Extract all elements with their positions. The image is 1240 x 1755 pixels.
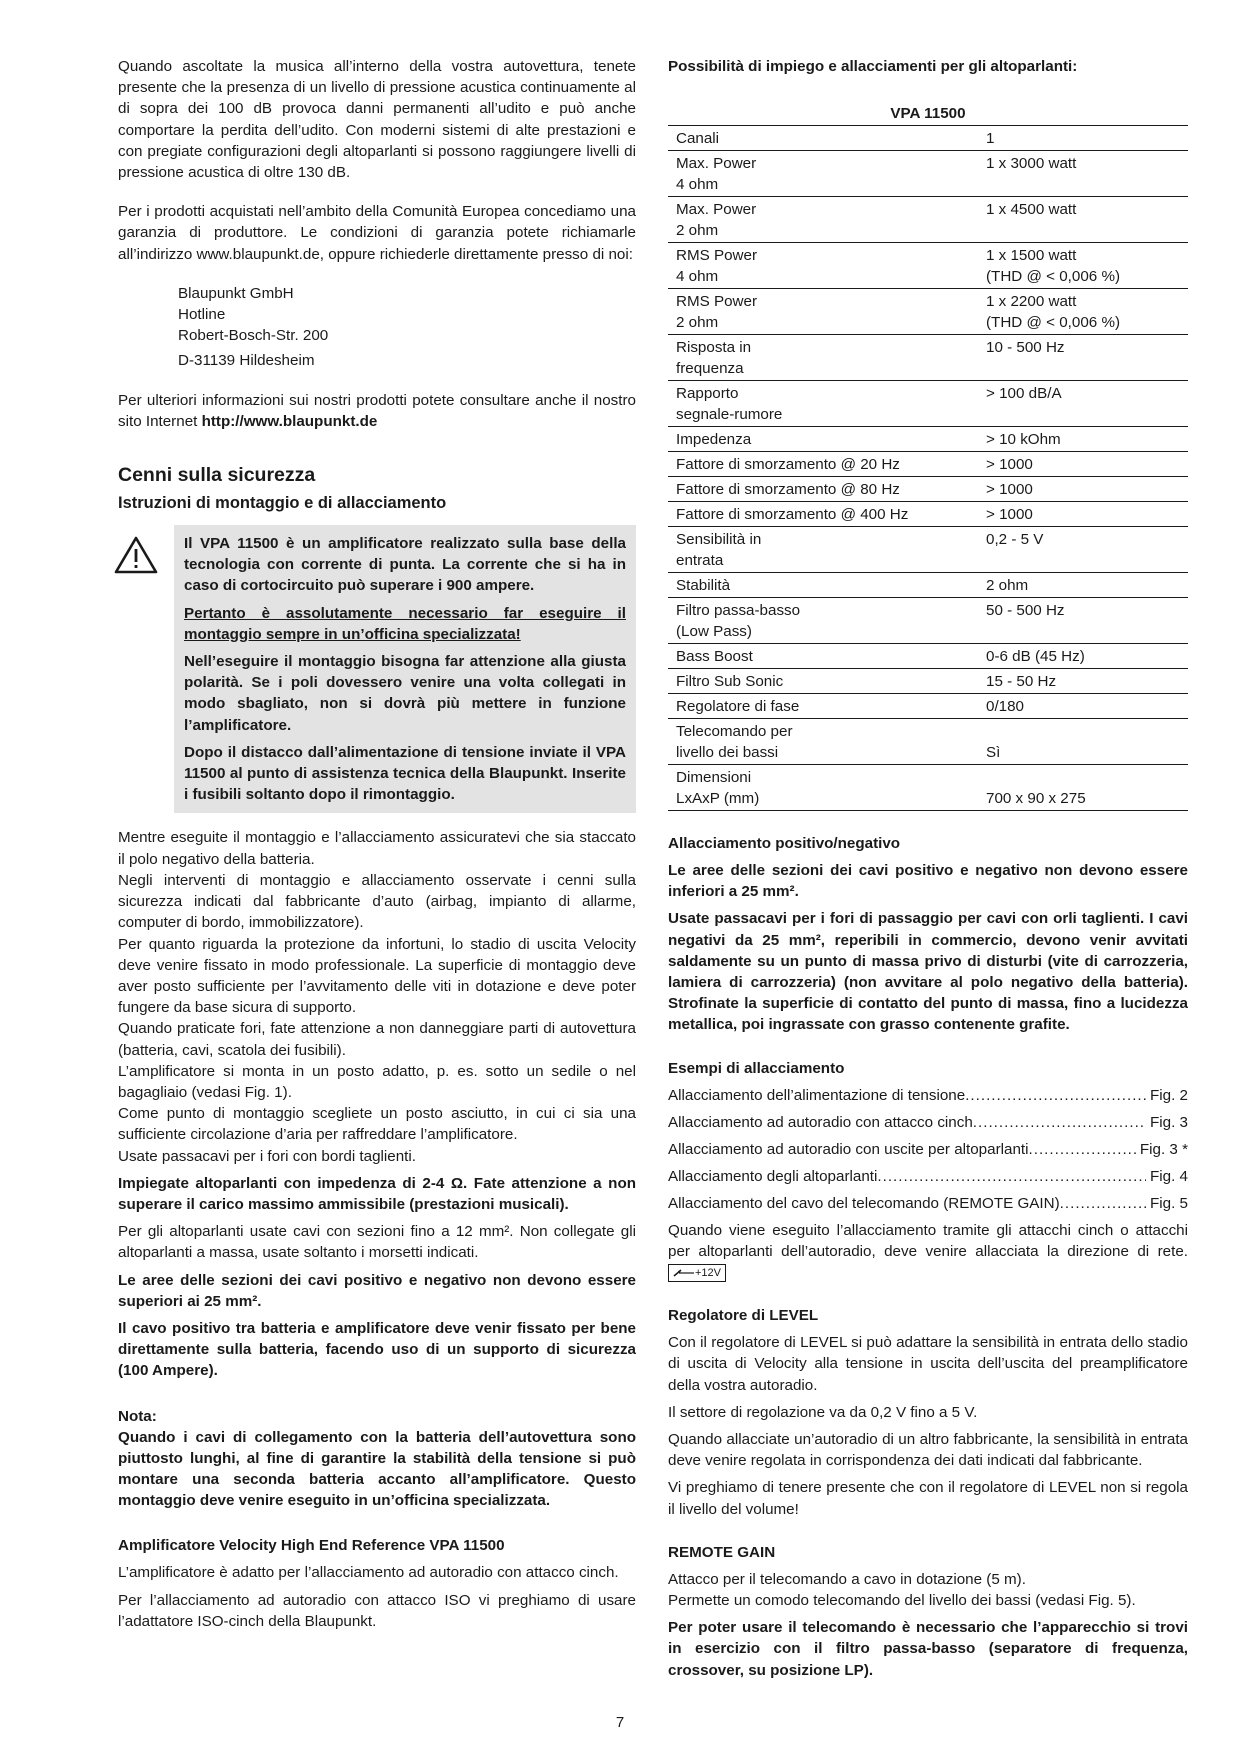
- right-column: [668, 56, 1188, 1681]
- paragraph: Quando allacciate un’autoradio di un altro fabbricante, la sensibilità in entrata deve venire regolata in corrispondenza dei dati indicati dal fabbricante.: [668, 1431, 1188, 1470]
- warning-text: Il VPA 11500 è un amplificatore realizzato sulla base della tecnologia con corrente di punta. La corrente che si ha in caso di cortocircuito può superare i 900 ampere.: [184, 535, 626, 595]
- spec-row: [668, 765, 1188, 811]
- paragraph: Permette un comodo telecomando del livello dei bassi (vedasi Fig. 5).: [668, 1592, 1136, 1610]
- warning-text-underlined: Pertanto è assolutamente necessario far eseguire il montaggio sempre in un’officina specializzata!: [184, 604, 626, 643]
- website-link[interactable]: http://www.blaupunkt.de: [201, 412, 378, 430]
- heading-level: Regolatore di LEVEL: [668, 1307, 819, 1325]
- warning-box: [174, 525, 636, 813]
- spec-row: [668, 243, 1188, 289]
- spec-row: [668, 452, 1188, 477]
- heading-remote-gain: REMOTE GAIN: [668, 1543, 776, 1561]
- leader-dots: [877, 1166, 1146, 1187]
- spec-row: [668, 427, 1188, 452]
- paragraph-cable-section: Le aree delle sezioni dei cavi positivo e negativo non devono essere superiori ai 25 mm².: [118, 1271, 636, 1310]
- remote-symbol-label: +12V: [695, 1267, 721, 1280]
- spec-key: Regolatore di fase: [668, 694, 978, 719]
- address-block: [118, 283, 636, 372]
- paragraph: Per l’allacciamento ad autoradio con attacco ISO vi preghiamo di usare l’adattatore ISO-cinch della Blaupunkt.: [118, 1591, 636, 1630]
- spec-key: Rapporto segnale-rumore: [668, 381, 978, 427]
- paragraph-warranty: Per i prodotti acquistati nell’ambito della Comunità Europea concediamo una garanzia di produttore. Le condizioni di garanzia potete richiamarle all’indirizzo www.blaupunkt.de, oppure richiederle direttamente presso di noi:: [118, 203, 636, 263]
- spec-row: [668, 527, 1188, 573]
- paragraph-impedance: Impiegate altoparlanti con impedenza di 2-4 Ω. Fate attenzione a non superare il carico massimo ammissibile (prestazioni musicali).: [118, 1174, 636, 1213]
- spec-key: Risposta in frequenza: [668, 335, 978, 381]
- figure-ref-label: Allacciamento dell’alimentazione di tensione: [668, 1086, 966, 1104]
- paragraph-website: [118, 390, 636, 432]
- paragraph-remote-requirement: Per poter usare il telecomando è necessario che l’apparecchio si trovi in esercizio con il filtro passa-basso (separatore di frequenza, crossover, su posizione LP).: [668, 1619, 1188, 1679]
- figure-ref-number: Fig. 2: [1150, 1086, 1188, 1104]
- spec-row: [668, 151, 1188, 197]
- spec-value: > 1000: [978, 502, 1188, 527]
- address-line: Robert-Bosch-Str. 200: [178, 327, 329, 345]
- leader-dots: [965, 1085, 1146, 1106]
- spec-row: [668, 644, 1188, 669]
- spec-key: Max. Power 4 ohm: [668, 151, 978, 197]
- figure-ref-label: Allacciamento ad autoradio con attacco cinch: [668, 1113, 973, 1131]
- spec-key: RMS Power 2 ohm: [668, 289, 978, 335]
- warning-text: Dopo il distacco dall’alimentazione di tensione inviate il VPA 11500 al punto di assistenza tecnica della Blaupunkt. Inserite i fusibili soltanto dopo il rimontaggio.: [184, 743, 626, 804]
- heading-usage: Possibilità di impiego e allacciamenti per gli altoparlanti:: [668, 58, 1078, 75]
- heading-safety: Cenni sulla sicurezza: [118, 464, 316, 487]
- paragraph-positive-cable: Il cavo positivo tra batteria e amplificatore deve venir fissato per bene direttamente sulla batteria, facendo uso di un supporto di sicurezza (100 Ampere).: [118, 1319, 636, 1380]
- spec-value: 10 - 500 Hz: [978, 335, 1188, 381]
- spec-key: Telecomando per livello dei bassi: [668, 719, 978, 765]
- paragraph-pn-ground: Usate passacavi per i fori di passaggio per cavi con orli taglienti. I cavi negativi da 25 mm², reperibili in commercio, devono venir avvitati saldamente su un punto di massa privo di disturbi (vite di carrozzeria, lamiera di carrozzeria) (non avvitare al polo negativo della batteria). Strofinate la superficie di contatto del punto di massa, fino a lucidezza metallica, poi ingrassate con grasso contenente grafite.: [668, 910, 1188, 1034]
- page-number: 7: [615, 1714, 625, 1731]
- paragraph: Quando praticate fori, fate attenzione a non danneggiare parti di autovettura (batteria, cavi, scatola dei fusibili).: [118, 1020, 636, 1059]
- spec-value: 2 ohm: [978, 573, 1188, 598]
- spec-row: [668, 573, 1188, 598]
- address-line: D-31139 Hildesheim: [178, 352, 315, 370]
- warning-block: [118, 525, 636, 813]
- spec-table-title-row: [668, 95, 1188, 126]
- leader-dots: [1029, 1139, 1136, 1160]
- spec-key: RMS Power 4 ohm: [668, 243, 978, 289]
- warning-icon: [114, 535, 158, 575]
- spec-key: Sensibilità in entrata: [668, 527, 978, 573]
- paragraph: Il settore di regolazione va da 0,2 V fino a 5 V.: [668, 1403, 978, 1421]
- heading-positive-negative: Allacciamento positivo/negativo: [668, 835, 901, 852]
- paragraph: Attacco per il telecomando a cavo in dotazione (5 m).: [668, 1570, 1026, 1588]
- spec-value: 15 - 50 Hz: [978, 669, 1188, 694]
- spec-key: Stabilità: [668, 573, 978, 598]
- spec-table: [668, 95, 1188, 811]
- heading-note: Nota:: [118, 1407, 157, 1425]
- address-line: Hotline: [178, 306, 226, 324]
- heading-amplifier: Amplificatore Velocity High End Reference VPA 11500: [118, 1537, 505, 1555]
- spec-key: Filtro Sub Sonic: [668, 669, 978, 694]
- spec-key: Fattore di smorzamento @ 80 Hz: [668, 477, 978, 502]
- spec-row: [668, 719, 1188, 765]
- website-text: Per ulteriori informazioni sui nostri prodotti potete consultare anche il nostro sito Internet: [118, 391, 636, 430]
- paragraph: Vi preghiamo di tenere presente che con il regolatore di LEVEL non si regola il livello del volume!: [668, 1479, 1188, 1518]
- paragraph: L’amplificatore si monta in un posto adatto, p. es. sotto un sedile o nel bagagliaio (vedasi Fig. 1).: [118, 1062, 636, 1101]
- paragraph: Come punto di montaggio scegliete un posto asciutto, in cui ci sia una sufficiente circolazione d’aria per raffreddare l’amplificatore.: [118, 1105, 636, 1144]
- remote-arrow-icon: [673, 1268, 695, 1278]
- heading-installation: Istruzioni di montaggio e di allacciamento: [118, 494, 447, 513]
- left-column: [118, 56, 636, 1632]
- figure-ref-row: [668, 1085, 1188, 1106]
- remote-symbol: [668, 1264, 726, 1282]
- figure-ref-number: Fig. 3 *: [1139, 1140, 1188, 1158]
- paragraph-note: Quando i cavi di collegamento con la batteria dell’autovettura sono piuttosto lunghi, al fine di garantire la stabilità della tensione si può montare una seconda batteria accanto all’amplificatore. Questo montaggio deve venire eseguito in un’officina specializzata.: [118, 1428, 636, 1510]
- heading-examples: Esempi di allacciamento: [668, 1059, 845, 1077]
- spec-row: [668, 335, 1188, 381]
- spec-value: 1 x 4500 watt: [978, 197, 1188, 243]
- paragraph-pn-section: Le aree delle sezioni dei cavi positivo e negativo non devono essere inferiori a 25 mm².: [668, 862, 1188, 901]
- spec-row: [668, 669, 1188, 694]
- spec-key: Fattore di smorzamento @ 400 Hz: [668, 502, 978, 527]
- figure-ref-row: [668, 1166, 1188, 1187]
- spec-row: [668, 126, 1188, 151]
- leader-dots: [1060, 1193, 1146, 1214]
- paragraph: Con il regolatore di LEVEL si può adattare la sensibilità in entrata dello stadio di uscita di Velocity alla tensione in uscita dell’uscita del preamplificatore della vostra autoradio.: [668, 1334, 1188, 1394]
- spec-value: 1 x 3000 watt: [978, 151, 1188, 197]
- paragraph: Mentre eseguite il montaggio e l’allacciamento assicuratevi che sia staccato il polo negativo della batteria.: [118, 829, 636, 868]
- spec-key: Filtro passa-basso (Low Pass): [668, 598, 978, 644]
- figure-ref-number: Fig. 5: [1150, 1194, 1188, 1212]
- remote-direction-text: Quando viene eseguito l’allacciamento tramite gli attacchi cinch o attacchi per altoparlanti dell’autoradio, deve venire allacciata la direzione di rete.: [668, 1221, 1188, 1260]
- spec-value: > 10 kOhm: [978, 427, 1188, 452]
- spec-key: Bass Boost: [668, 644, 978, 669]
- spec-value: 700 x 90 x 275: [978, 765, 1188, 811]
- spec-value: > 1000: [978, 477, 1188, 502]
- spec-key: Fattore di smorzamento @ 20 Hz: [668, 452, 978, 477]
- figure-ref-label: Allacciamento degli altoparlanti: [668, 1167, 878, 1185]
- paragraph: L’amplificatore è adatto per l’allacciamento ad autoradio con attacco cinch.: [118, 1564, 619, 1582]
- figure-ref-label: Allacciamento ad autoradio con uscite per altoparlanti: [668, 1140, 1029, 1158]
- paragraph: Usate passacavi per i fori con bordi taglienti.: [118, 1147, 416, 1165]
- leader-dots: [973, 1112, 1146, 1133]
- paragraph: Negli interventi di montaggio e allacciamento osservate i cenni sulla sicurezza indicati dal fabbricante d’auto (airbag, impianto di allarme, computer di bordo, immobilizzatore).: [118, 871, 636, 932]
- spec-row: [668, 502, 1188, 527]
- spec-key: Max. Power 2 ohm: [668, 197, 978, 243]
- spec-value: 1 x 2200 watt (THD @ < 0,006 %): [978, 289, 1188, 335]
- spec-value: > 100 dB/A: [978, 381, 1188, 427]
- spec-key: Impedenza: [668, 427, 978, 452]
- spec-row: [668, 477, 1188, 502]
- spec-value: 0-6 dB (45 Hz): [978, 644, 1188, 669]
- paragraph-remote-direction: [668, 1220, 1188, 1284]
- spec-table-title: VPA 11500: [668, 95, 1188, 126]
- spec-row: [668, 289, 1188, 335]
- spec-value: 0/180: [978, 694, 1188, 719]
- address-line: Blaupunkt GmbH: [178, 284, 294, 302]
- spec-value: 0,2 - 5 V: [978, 527, 1188, 573]
- spec-value: 50 - 500 Hz: [978, 598, 1188, 644]
- paragraph: Per quanto riguarda la protezione da infortuni, lo stadio di uscita Velocity deve venire fissato in modo professionale. La superficie di montaggio deve aver posto sufficiente per l’avvitamento delle viti in dotazione e deve poter fungere da base sicura di supporto.: [118, 935, 636, 1017]
- figure-ref-label: Allacciamento del cavo del telecomando (REMOTE GAIN): [668, 1194, 1060, 1212]
- spec-row: [668, 598, 1188, 644]
- figure-ref-row: [668, 1139, 1188, 1160]
- spec-row: [668, 197, 1188, 243]
- spec-key: Dimensioni LxAxP (mm): [668, 765, 978, 811]
- paragraph: Per gli altoparlanti usate cavi con sezioni fino a 12 mm². Non collegate gli altoparlanti a massa, usate soltanto i morsetti indicati.: [118, 1223, 636, 1262]
- spec-value: 1: [978, 126, 1188, 151]
- spec-row: [668, 694, 1188, 719]
- spec-value: > 1000: [978, 452, 1188, 477]
- figure-ref-number: Fig. 3: [1150, 1113, 1188, 1131]
- spec-value: 1 x 1500 watt (THD @ < 0,006 %): [978, 243, 1188, 289]
- figure-ref-number: Fig. 4: [1150, 1167, 1188, 1185]
- spec-key: Canali: [668, 126, 978, 151]
- warning-text: Nell’eseguire il montaggio bisogna far attenzione alla giusta polarità. Se i poli dovessero venire una volta collegati in modo sbagliato, non si dovrà più mettere in funzione l’amplificatore.: [184, 653, 626, 734]
- spec-row: [668, 381, 1188, 427]
- figure-ref-row: [668, 1112, 1188, 1133]
- figure-list: [668, 1085, 1188, 1214]
- figure-ref-row: [668, 1193, 1188, 1214]
- paragraph-hearing: Quando ascoltate la musica all’interno della vostra autovettura, tenete presente che la presenza di un livello di pressione acustica continuamente al di sopra dei 100 dB provoca danni permanenti all’udito e può anche comportare la perdita dell’udito. Con moderni sistemi di alte prestazioni e con pregiate configurazioni degli altoparlanti si possono raggiungere livelli di pressione acustica di oltre 130 dB.: [118, 58, 636, 182]
- spec-value: Sì: [978, 719, 1188, 765]
